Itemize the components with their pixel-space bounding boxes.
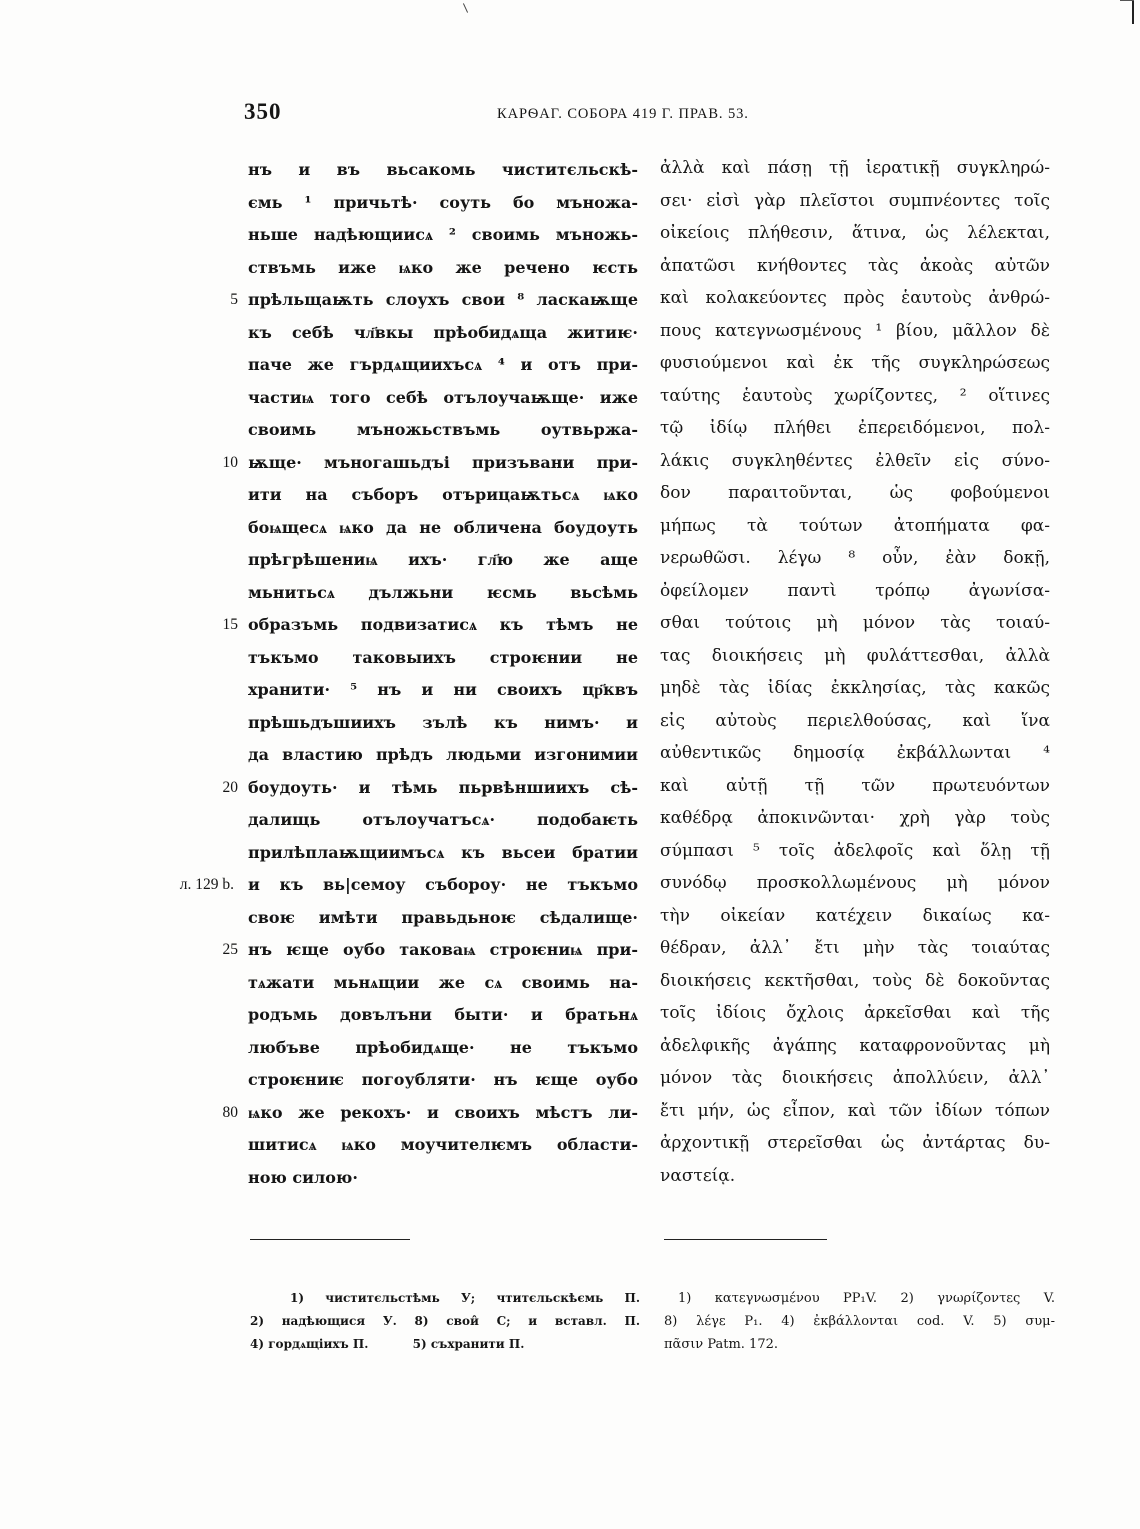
greek-footnotes [664, 1287, 1055, 1356]
slavonic-line-text: и къ вь|семоу съборoу· не тъкъмо [248, 875, 638, 894]
greek-line-text: μήπως τὰ τούτων ἀτοπήματα φα- [660, 515, 1050, 536]
slavonic-line [248, 544, 638, 577]
greek-line [660, 867, 1050, 900]
slavonic-line [248, 837, 638, 870]
slavonic-line-text: прѣшьдъшиихъ зълѣ къ нимъ· и [248, 712, 638, 732]
slavonic-line-text: ити на съборъ отърицаѭтьсѧ ѩко [248, 485, 638, 504]
greek-line-text: θέδραν, ἀλλ᾽ ἔτι μὴν τὰς τοιαύτας [660, 938, 1050, 958]
slavonic-line-text: своимь мъножьствъмь оутвьржа- [248, 420, 638, 439]
greek-line-text: τοῖς ἰδίοις ὄχλοις ἀρκεῖσθαι καὶ τῆς [660, 1003, 1050, 1023]
greek-line [660, 835, 1050, 868]
footnote: 4) ἐκβάλλονται cod. V. [781, 1314, 975, 1329]
slavonic-line [248, 1162, 638, 1195]
slavonic-line-text: къ себѣ чл҃вкы прѣобидѧща житиѥ· [248, 322, 638, 342]
greek-line [660, 542, 1050, 575]
slavonic-line-text: шитисѧ ѩко моучителѥмъ области- [248, 1135, 638, 1154]
slavonic-line [248, 414, 638, 447]
slavonic-line-text: ѩко же рекохъ· и своихъ мѣстъ ли- [248, 1102, 638, 1122]
slavonic-line-text: родъмь довълъни быти· и братьнѧ [248, 1005, 638, 1024]
greek-line [660, 250, 1050, 283]
scan-edge-line [1120, 0, 1134, 1]
greek-line-text: οἰκείοις πλήθεσιν, ἅτινα, ὡς λέλεκται, [660, 223, 1050, 243]
greek-line [660, 802, 1050, 835]
slavonic-line-text: ною силою· [248, 1167, 358, 1187]
greek-line-text: συνόδῳ προσκολλωμένους μὴ μόνον [660, 873, 1050, 893]
line-number: 20 [222, 778, 238, 796]
slavonic-line [179, 869, 638, 902]
slavonic-line [222, 447, 638, 480]
slavonic-line [248, 187, 638, 220]
footnote-rule [664, 1239, 827, 1240]
greek-line [660, 282, 1050, 315]
greek-line [660, 1062, 1050, 1095]
greek-line [660, 607, 1050, 640]
slavonic-line-text: боѩщесѧ ѩко да не обличена боудоуть [248, 517, 638, 537]
slavonic-line [230, 284, 638, 317]
greek-line-text: διοικήσεις κεκτῆσθαι, τοὺς δὲ δοκοῦντας [660, 970, 1050, 991]
slavonic-line [222, 772, 638, 805]
slavonic-line-text: хранити· ⁵ нъ и ни своихъ цр҃квъ [248, 680, 638, 699]
slavonic-line [248, 512, 638, 545]
greek-line-text: ἀλλὰ καὶ πάσῃ τῇ ἱερατικῇ συγκληρώ- [660, 158, 1050, 178]
line-number: 80 [222, 1103, 238, 1121]
slavonic-line-text: прилѣплаѭщиимъсѧ къ вьсеи братии [248, 842, 638, 862]
greek-line [660, 510, 1050, 543]
greek-line-text: μηδὲ τὰς ἰδίας ἐκκλησίας, τὰς κακῶς [660, 678, 1050, 698]
greek-line-text: ἔτι μήν, ὡς εἶπον, καὶ τῶν ἰδίων τόπων [660, 1100, 1050, 1121]
slavonic-line [248, 739, 638, 772]
slavonic-line-text: прѣльщаѭть слоухъ свои ⁸ ласкаѭще [248, 290, 638, 309]
slavonic-line-text: паче же гърдѧщиихъсѧ ⁴ и отъ при- [248, 355, 638, 374]
greek-line [660, 477, 1050, 510]
scan-edge-line [1132, 0, 1134, 24]
greek-footnote-line [664, 1333, 1055, 1356]
greek-line [660, 575, 1050, 608]
greek-line-text: νερωθῶσι. λέγω ⁸ οὖν, ἐὰν δοκῇ, [660, 548, 1050, 568]
page-number: 350 [244, 99, 282, 124]
footnote: πᾶσιν Patm. 172. [664, 1337, 779, 1352]
slavonic-footnote-line [250, 1287, 640, 1310]
slavonic-line-text: ньше надѣющиисѧ ² своимь мъножь- [248, 225, 638, 244]
slavonic-line [222, 934, 638, 967]
greek-line [660, 185, 1050, 218]
slavonic-line-text: нъ ѥще оубо таковаѩ строѥниѩ при- [248, 940, 638, 959]
greek-line [660, 217, 1050, 250]
slavonic-line-text: своѥ имѣти правьдьноѥ сѣдалище· [248, 907, 638, 927]
footnote: 5) συμ- [993, 1314, 1055, 1329]
slavonic-footnote-line [250, 1333, 640, 1356]
greek-line [660, 965, 1050, 998]
footnote-rule [250, 1239, 410, 1240]
greek-line [660, 640, 1050, 673]
footnote: 4) гордѧщiихъ П. [250, 1337, 369, 1351]
footnote: 1) κατεγνωσμένου PP₁V. [678, 1291, 878, 1306]
slavonic-line-text: ѭще· мъногашьдъі призъвани при- [248, 452, 638, 472]
greek-line [660, 737, 1050, 770]
greek-line-text: πους κατεγνωσμένους ¹ βίου, μᾶλλον δὲ [660, 320, 1050, 341]
running-head: КАРѲАГ. СОБОРА 419 Г. ПРАВ. 53. [497, 106, 749, 122]
greek-line-text: τῷ ἰδίῳ πλήθει ἐπερειδόμενοι, πολ- [660, 418, 1050, 438]
folio-note: л. 129 b. [179, 876, 234, 893]
slavonic-footnote-line [250, 1310, 640, 1333]
greek-line [660, 1095, 1050, 1128]
slavonic-line-text: мьнитьсѧ дължьни ѥсмь вьсѣмь [248, 582, 638, 602]
greek-line-text: ἀπατῶσι κνήθοντες τὰς ἀκοὰς αὐτῶν [660, 255, 1050, 276]
greek-line [660, 1030, 1050, 1063]
slavonic-line-text: прѣгрѣшениѩ ихъ· гл҃ю же аще [248, 550, 638, 569]
greek-line [660, 997, 1050, 1030]
line-number: 10 [222, 453, 238, 471]
slavonic-line [248, 577, 638, 610]
greek-line [660, 672, 1050, 705]
greek-line-text: μόνον τὰς διοικήσεις ἀπολλύειν, ἀλλ᾽ [660, 1068, 1050, 1088]
greek-line-text: καθέδρᾳ ἀποκινῶνται· χρὴ γὰρ τοὺς [660, 808, 1050, 828]
greek-line-text: σθαι τούτοις μὴ μόνον τὰς τοιαύ- [660, 613, 1050, 633]
greek-line-text: σει· εἰσὶ γὰρ πλεῖστοι συμπνέοντες τοῖς [660, 190, 1050, 211]
greek-line-text: τας διοικήσεις μὴ φυλάττεσθαι, ἀλλὰ [660, 645, 1050, 666]
slavonic-line [248, 1064, 638, 1097]
line-number: 5 [230, 291, 238, 308]
greek-line-text: σύμπασι ⁵ τοῖς ἀδελφοῖς καὶ ὅλῃ τῇ [660, 840, 1050, 861]
slavonic-line-text: образъмь подвизатисѧ къ тѣмъ не [248, 615, 638, 634]
slavonic-line-text: ємь ¹ причьтѣ· соуть бо мъножа- [248, 192, 638, 212]
greek-line [660, 347, 1050, 380]
slavonic-line [248, 479, 638, 512]
greek-line [660, 1160, 1050, 1193]
slavonic-line [248, 1129, 638, 1162]
slavonic-line [248, 1032, 638, 1065]
footnote: 2) надѣющися У. [250, 1314, 397, 1328]
greek-line [660, 1127, 1050, 1160]
footnote: 8) свои̂ С; и вставл. П. [414, 1314, 641, 1328]
greek-line [660, 412, 1050, 445]
greek-line-text: λάκις συγκληθέντες ἐλθεῖν εἰς σύνο- [660, 450, 1050, 471]
greek-line-text: τὴν οἰκείαν κατέχειν δικαίως κα- [660, 905, 1050, 926]
greek-line-text: ἀρχοντικῇ στερεῖσθαι ὡς ἀντάρτας δυ- [660, 1133, 1050, 1153]
slavonic-line [248, 902, 638, 935]
greek-line-text: δον παραιτοῦνται, ὡς φοβούμενοι [660, 483, 1050, 503]
greek-line [660, 152, 1050, 185]
slavonic-line [248, 999, 638, 1032]
slavonic-line-text: далищь отълоучатъсѧ· подобаѥть [248, 810, 638, 829]
slavonic-line [248, 219, 638, 252]
greek-line [660, 380, 1050, 413]
greek-line [660, 445, 1050, 478]
greek-line-text: φυσιούμενοι καὶ ἐκ τῆς συγκληρώσεως [660, 353, 1050, 373]
greek-line-text: αὐθεντικῶς δημοσίᾳ ἐκβάλλωνται ⁴ [660, 743, 1050, 763]
footnote: 5) съхранити П. [412, 1337, 525, 1351]
slavonic-line [248, 642, 638, 675]
slavonic-column [179, 154, 638, 1194]
footnote: 2) γνωρίζοντες V. [900, 1291, 1055, 1306]
slavonic-line [248, 804, 638, 837]
greek-line-text: καὶ αὐτῇ τῇ τῶν πρωτευόντων [660, 775, 1050, 796]
scan-mark [463, 3, 468, 12]
greek-footnote-line [664, 1310, 1055, 1333]
slavonic-line-text: любъве прѣобидѧще· не тъкъмо [248, 1037, 638, 1057]
line-number: 15 [222, 616, 238, 633]
greek-line-text: ἀδελφικῆς ἀγάπης καταφρονοῦντας μὴ [660, 1035, 1050, 1056]
footnote: 8) λέγε P₁. [664, 1314, 763, 1329]
slavonic-line [248, 382, 638, 415]
slavonic-line-text: нъ и въ вьсакомь чиститєльскѣ- [248, 160, 638, 179]
slavonic-line [222, 1097, 638, 1130]
slavonic-line-text: тъкъмо таковыихъ строѥнии не [248, 647, 638, 667]
greek-line-text: ὀφείλομεν παντὶ τρόπῳ ἀγωνίσα- [660, 580, 1050, 601]
slavonic-line [248, 967, 638, 1000]
slavonic-line [248, 674, 638, 707]
slavonic-line-text: ствъмь иже ѩко же речено ѥсть [248, 257, 638, 277]
slavonic-line-text: частиѩ того себѣ отълоучаѭще· иже [248, 387, 638, 407]
slavonic-line-text: боудоуть· и тѣмь пьрвѣншиихъ сѣ- [248, 777, 638, 797]
greek-footnote-line [664, 1287, 1055, 1310]
slavonic-line [248, 317, 638, 350]
greek-line [660, 315, 1050, 348]
slavonic-line [248, 252, 638, 285]
slavonic-line [248, 349, 638, 382]
slavonic-line-text: тѧжати мьнѧщии же сѧ своимь на- [248, 972, 638, 992]
greek-line [660, 900, 1050, 933]
greek-line [660, 770, 1050, 803]
line-number: 25 [222, 941, 238, 958]
greek-line-text: ταύτης ἑαυτοὺς χωρίζοντες, ² οἵτινες [660, 385, 1050, 406]
slavonic-line-text: строѥниѥ погоубляти· нъ ѥще оубо [248, 1070, 638, 1089]
slavonic-line [248, 707, 638, 740]
slavonic-line [248, 154, 638, 187]
footnote: 1) чиститєльстѣмь У; чтитєльскѣємь П. [290, 1291, 640, 1305]
greek-line-text: ναστείᾳ. [660, 1165, 736, 1186]
greek-column [660, 152, 1050, 1192]
slavonic-line [222, 609, 638, 642]
greek-line [660, 705, 1050, 738]
slavonic-line-text: да властию прѣдъ людьми изгонимии [248, 745, 638, 764]
greek-line [660, 932, 1050, 965]
greek-line-text: εἰς αὐτοὺς περιελθούσας, καὶ ἵνα [660, 710, 1050, 731]
greek-line-text: καὶ κολακεύοντες πρὸς ἑαυτοὺς ἀνθρώ- [660, 288, 1050, 308]
slavonic-footnotes [250, 1287, 640, 1356]
